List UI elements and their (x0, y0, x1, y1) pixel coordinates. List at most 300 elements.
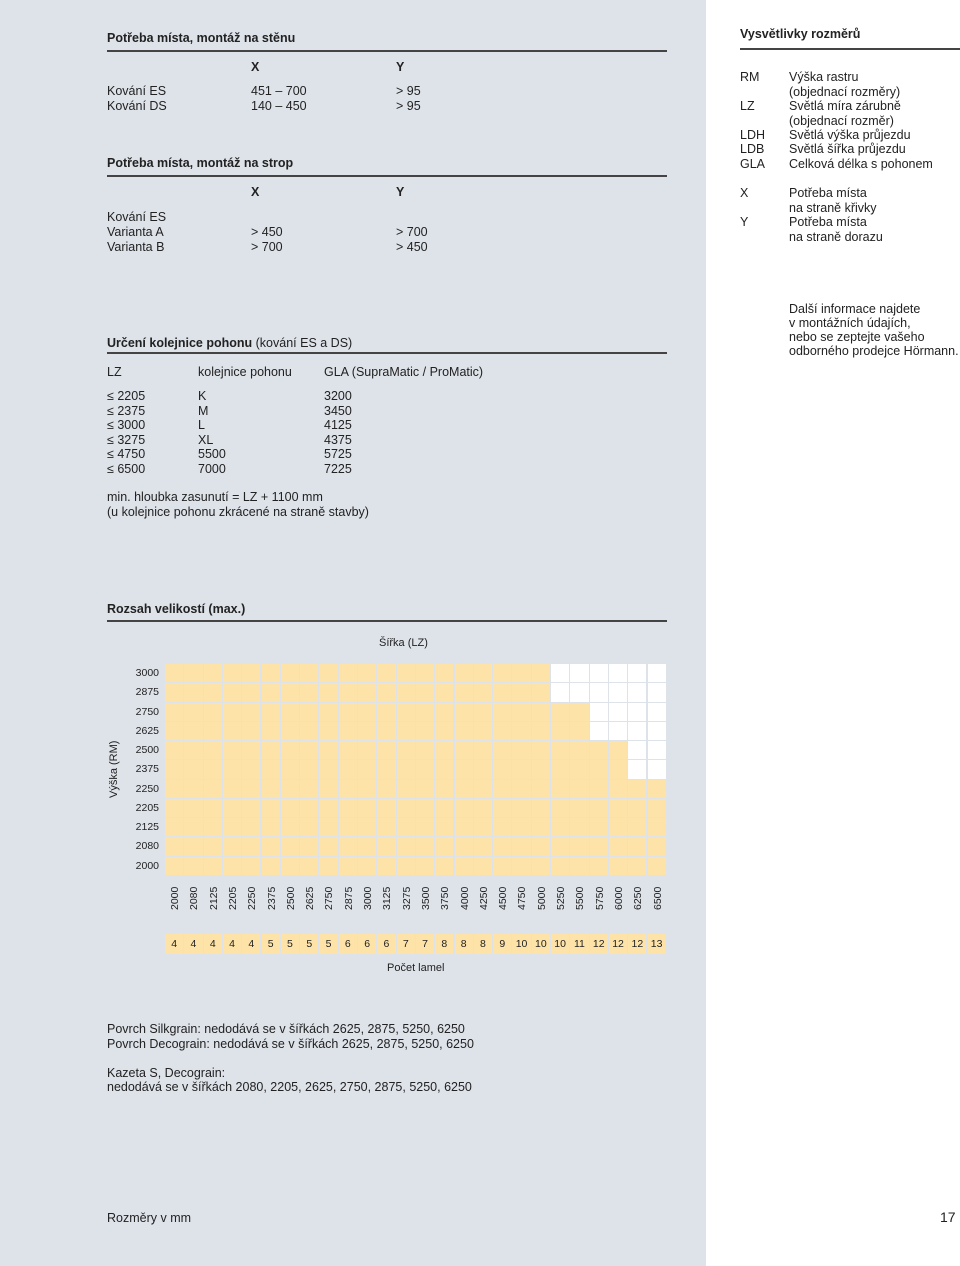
legend-desc: (objednací rozměr) (789, 113, 894, 128)
grid-cell (281, 780, 299, 798)
rail-header-rail: kolejnice pohonu (198, 365, 292, 379)
height-tick-label: 2205 (135, 801, 159, 814)
grid-cell (262, 780, 280, 798)
legend-desc: Výška rastru (789, 70, 859, 84)
grid-cell (551, 664, 569, 682)
grid-cell (628, 664, 646, 682)
info-line: odborného prodejce Hörmann. (789, 344, 959, 358)
lamel-count: 6 (377, 934, 395, 954)
grid-cell (223, 722, 241, 740)
grid-cell (435, 818, 453, 836)
grid-cell (416, 741, 434, 759)
range-rule (107, 620, 667, 622)
grid-cell (455, 741, 473, 759)
grid-cell (262, 818, 280, 836)
grid-cell (358, 741, 376, 759)
grid-cell (358, 760, 376, 778)
grid-cell (609, 664, 627, 682)
width-tick-label: 2625 (304, 886, 317, 910)
grid-cell (339, 760, 357, 778)
grid-cell (165, 683, 183, 701)
width-tick-label: 2500 (284, 886, 297, 910)
grid-cell (204, 760, 222, 778)
grid-cell (455, 760, 473, 778)
lamel-count: 4 (165, 934, 183, 954)
grid-cell (377, 664, 395, 682)
width-tick-label: 3125 (381, 886, 394, 910)
rail-cell: 7000 (198, 462, 226, 476)
grid-cell (493, 780, 511, 798)
grid-cell (455, 780, 473, 798)
grid-cell (532, 818, 550, 836)
grid-cell (339, 818, 357, 836)
legend-abbr: Y (740, 215, 749, 229)
grid-cell (609, 780, 627, 798)
grid-cell (628, 818, 646, 836)
grid-cell (165, 703, 183, 721)
grid-cell (455, 722, 473, 740)
grid-cell (204, 857, 222, 875)
grid-cell (262, 760, 280, 778)
grid-cell (435, 760, 453, 778)
height-tick-label: 2250 (135, 782, 159, 795)
lamel-count: 12 (590, 934, 608, 954)
rail-cell: ≤ 3275 (107, 432, 146, 447)
lamel-count: 8 (474, 934, 492, 954)
grid-cell (532, 722, 550, 740)
width-tick-label: 2375 (265, 886, 278, 910)
grid-cell (184, 760, 202, 778)
grid-cell (455, 799, 473, 817)
grid-cell (223, 818, 241, 836)
grid-cell (609, 760, 627, 778)
lamel-count: 4 (184, 934, 202, 954)
legend-desc: Světlá šířka průjezdu (789, 142, 906, 156)
grid-cell (204, 780, 222, 798)
legend-abbr: X (740, 186, 749, 200)
height-tick-label: 2500 (135, 744, 159, 756)
grid-cell (339, 703, 357, 721)
rail-cell: ≤ 2375 (107, 403, 146, 418)
width-tick-label: 6250 (632, 886, 645, 910)
grid-cell (628, 683, 646, 701)
grid-cell (570, 799, 588, 817)
lamel-count: 6 (339, 934, 357, 954)
grid-cell (648, 857, 666, 875)
legend-desc: Potřeba místa (789, 186, 867, 200)
grid-cell (551, 837, 569, 855)
grid-cell (570, 818, 588, 836)
rail-cell: ≤ 4750 (107, 447, 146, 462)
grid-cell (281, 837, 299, 855)
grid-cell (358, 799, 376, 817)
grid-cell (628, 857, 646, 875)
grid-cell (628, 780, 646, 798)
legend-desc: Celková délka s pohonem (789, 157, 933, 171)
grid-cell (551, 818, 569, 836)
grid-cell (242, 722, 260, 740)
grid-cell (319, 837, 337, 855)
height-tick-label: 3000 (135, 667, 159, 679)
grid-cell (570, 741, 588, 759)
grid-cell (300, 799, 318, 817)
grid-cell (262, 857, 280, 875)
grid-cell (319, 818, 337, 836)
legend-abbr: GLA (740, 157, 766, 171)
width-tick-label: 4500 (497, 886, 510, 910)
rail-note: min. hloubka zasunutí = LZ + 1100 mm (107, 490, 323, 504)
grid-cell (339, 837, 357, 855)
grid-cell (319, 799, 337, 817)
lamel-count: 13 (648, 934, 666, 954)
wall-col-y: Y (396, 60, 405, 74)
grid-cell (416, 760, 434, 778)
wall-row-y: > 95 (396, 99, 421, 113)
grid-cell (281, 818, 299, 836)
height-tick-label: 2625 (135, 724, 159, 737)
grid-cell (165, 722, 183, 740)
legend-title: Vysvětlivky rozměrů (740, 27, 861, 41)
grid-cell (242, 857, 260, 875)
grid-cell (474, 799, 492, 817)
wall-title: Potřeba místa, montáž na stěnu (107, 31, 296, 45)
grid-cell (512, 857, 530, 875)
grid-cell (358, 837, 376, 855)
grid-cell (358, 703, 376, 721)
grid-cell (281, 722, 299, 740)
rail-title-bold: Určení kolejnice pohonu (107, 336, 253, 350)
grid-cell (648, 722, 666, 740)
grid-cell (377, 741, 395, 759)
grid-cell (435, 722, 453, 740)
grid-cell (377, 780, 395, 798)
grid-cell (628, 741, 646, 759)
grid-cell (262, 703, 280, 721)
ceiling-group: Kování ES (107, 210, 167, 224)
lamel-count: 11 (570, 934, 588, 954)
grid-cell (377, 837, 395, 855)
grid-cell (551, 780, 569, 798)
grid-cell (300, 780, 318, 798)
grid-cell (493, 799, 511, 817)
grid-cell (300, 741, 318, 759)
grid-cell (512, 818, 530, 836)
grid-cell (165, 837, 183, 855)
ceiling-col-y: Y (396, 185, 405, 199)
lamel-count: 6 (358, 934, 376, 954)
lamel-count: 4 (223, 934, 241, 954)
grid-cell (262, 799, 280, 817)
grid-cell (474, 837, 492, 855)
ceiling-row-y: > 700 (396, 225, 428, 239)
grid-cell (223, 683, 241, 701)
grid-cell (300, 837, 318, 855)
rail-note: (u kolejnice pohonu zkrácené na straně stavby) (107, 505, 369, 519)
grid-cell (358, 683, 376, 701)
lamel-count: 8 (435, 934, 453, 954)
grid-cell (223, 799, 241, 817)
grid-cell (532, 703, 550, 721)
grid-cell (416, 703, 434, 721)
grid-cell (648, 799, 666, 817)
grid-cell (512, 722, 530, 740)
lamel-count: 5 (262, 934, 280, 954)
grid-cell (358, 664, 376, 682)
grid-cell (532, 857, 550, 875)
grid-cell (648, 664, 666, 682)
wall-row-y: > 95 (396, 84, 421, 98)
grid-cell (435, 741, 453, 759)
grid-cell (570, 857, 588, 875)
rail-header-gla: GLA (SupraMatic / ProMatic) (324, 365, 484, 379)
grid-cell (474, 683, 492, 701)
grid-cell (184, 722, 202, 740)
grid-cell (377, 683, 395, 701)
ceiling-row-x: > 450 (251, 225, 283, 239)
grid-cell (262, 683, 280, 701)
grid-cell (358, 818, 376, 836)
grid-cell (474, 722, 492, 740)
grid-cell (300, 703, 318, 721)
grid-cell (300, 818, 318, 836)
grid-cell (551, 703, 569, 721)
grid-cell (165, 741, 183, 759)
grid-cell (609, 837, 627, 855)
grid-cell (435, 837, 453, 855)
grid-cell (358, 722, 376, 740)
legend-desc: Světlá míra zárubně (789, 99, 901, 113)
grid-cell (204, 722, 222, 740)
grid-cell (648, 780, 666, 798)
grid-cell (551, 760, 569, 778)
grid-cell (551, 799, 569, 817)
grid-cell (590, 780, 608, 798)
grid-cell (416, 799, 434, 817)
grid-cell (397, 857, 415, 875)
grid-cell (609, 818, 627, 836)
grid-cell (281, 857, 299, 875)
grid-cell (416, 683, 434, 701)
grid-cell (242, 760, 260, 778)
grid-cell (319, 664, 337, 682)
grid-cell (609, 722, 627, 740)
legend-desc: na straně křivky (789, 200, 877, 215)
grid-cell (184, 683, 202, 701)
legend-abbr: RM (740, 70, 760, 84)
grid-cell (397, 683, 415, 701)
grid-cell (377, 760, 395, 778)
grid-cell (339, 780, 357, 798)
grid-cell (628, 799, 646, 817)
lamel-count: 4 (204, 934, 222, 954)
grid-cell (435, 703, 453, 721)
grid-cell (455, 664, 473, 682)
grid-cell (590, 741, 608, 759)
grid-cell (339, 683, 357, 701)
grid-cell (474, 741, 492, 759)
height-tick-label: 2080 (135, 840, 159, 853)
grid-cell (184, 703, 202, 721)
grid-cell (319, 760, 337, 778)
lamel-count: 10 (551, 934, 569, 954)
grid-cell (223, 703, 241, 721)
info-line: Další informace najdete (789, 302, 921, 316)
lamel-count: 12 (628, 934, 646, 954)
grid-cell (590, 683, 608, 701)
grid-cell (281, 683, 299, 701)
wall-row-x: 140 – 450 (251, 99, 307, 113)
grid-cell (628, 722, 646, 740)
rail-cell: ≤ 2205 (107, 389, 146, 403)
grid-cell (512, 780, 530, 798)
rail-rule (107, 352, 667, 354)
footer-units: Rozměry v mm (107, 1211, 192, 1225)
grid-cell (590, 703, 608, 721)
grid-cell (512, 664, 530, 682)
grid-cell (532, 741, 550, 759)
grid-cell (397, 818, 415, 836)
grid-cell (165, 857, 183, 875)
grid-cell (397, 837, 415, 855)
grid-cell (416, 664, 434, 682)
grid-cell (300, 683, 318, 701)
grid-cell (435, 857, 453, 875)
grid-cell (377, 857, 395, 875)
grid-cell (165, 799, 183, 817)
grid-cell (184, 857, 202, 875)
width-tick-label: 2000 (169, 886, 181, 910)
range-x-title: Šířka (LZ) (379, 637, 428, 649)
grid-cell (397, 780, 415, 798)
grid-cell (184, 837, 202, 855)
grid-cell (281, 664, 299, 682)
rail-title-rest: (kování ES a DS) (252, 336, 353, 350)
grid-cell (435, 780, 453, 798)
grid-cell (570, 837, 588, 855)
grid-cell (184, 818, 202, 836)
width-tick-label: 4250 (477, 886, 490, 910)
grid-cell (512, 799, 530, 817)
grid-cell (281, 760, 299, 778)
grid-cell (648, 683, 666, 701)
grid-cell (358, 857, 376, 875)
grid-cell (416, 857, 434, 875)
grid-cell (455, 703, 473, 721)
note-line: Kazeta S, Decograin: (107, 1066, 226, 1080)
wall-row-x: 451 – 700 (251, 84, 307, 98)
info-line: nebo se zeptejte vašeho (789, 330, 925, 344)
grid-cell (570, 760, 588, 778)
range-title: Rozsah velikostí (max.) (107, 602, 246, 616)
grid-cell (223, 741, 241, 759)
width-tick-label: 5250 (555, 886, 567, 910)
grid-cell (590, 664, 608, 682)
grid-cell (223, 760, 241, 778)
grid-cell (223, 857, 241, 875)
grid-cell (493, 664, 511, 682)
grid-cell (262, 741, 280, 759)
legend-desc: Potřeba místa (789, 215, 867, 229)
grid-cell (570, 780, 588, 798)
grid-cell (300, 760, 318, 778)
rail-cell: 3450 (324, 403, 352, 418)
grid-cell (435, 799, 453, 817)
grid-cell (165, 818, 183, 836)
width-tick-label: 2875 (342, 886, 355, 910)
grid-cell (242, 780, 260, 798)
grid-cell (512, 760, 530, 778)
width-tick-label: 5000 (535, 886, 548, 910)
grid-cell (474, 780, 492, 798)
lamel-count: 4 (242, 934, 260, 954)
grid-cell (455, 837, 473, 855)
grid-cell (242, 664, 260, 682)
grid-cell (512, 703, 530, 721)
grid-cell (165, 664, 183, 682)
width-tick-label: 4000 (458, 886, 471, 910)
width-tick-label: 6000 (612, 886, 625, 910)
lamel-count: 5 (281, 934, 299, 954)
grid-cell (590, 760, 608, 778)
grid-cell (204, 741, 222, 759)
rail-header-lz: LZ (107, 365, 122, 379)
grid-cell (319, 722, 337, 740)
legend-abbr: LZ (740, 99, 755, 113)
grid-cell (474, 664, 492, 682)
grid-cell (204, 664, 222, 682)
width-tick-label: 5750 (593, 886, 606, 910)
grid-cell (204, 818, 222, 836)
grid-cell (416, 837, 434, 855)
grid-cell (262, 722, 280, 740)
grid-cell (300, 857, 318, 875)
grid-cell (512, 837, 530, 855)
range-y-title: Výška (RM) (108, 740, 120, 798)
grid-cell (532, 760, 550, 778)
grid-cell (590, 722, 608, 740)
legend-abbr: LDH (740, 128, 766, 142)
grid-cell (204, 837, 222, 855)
note-line: Povrch Decograin: nedodává se v šířkách 2625, 2875, 5250, 6250 (107, 1037, 474, 1051)
lamel-count: 7 (416, 934, 434, 954)
rail-cell: 5500 (198, 447, 226, 462)
ceiling-rule (107, 175, 667, 177)
grid-cell (551, 857, 569, 875)
rail-cell: 3200 (324, 389, 352, 403)
grid-cell (242, 837, 260, 855)
wall-col-x: X (251, 60, 260, 74)
grid-cell (397, 664, 415, 682)
lamel-count: 12 (609, 934, 627, 954)
grid-cell (165, 760, 183, 778)
grid-cell (184, 780, 202, 798)
height-tick-label: 2125 (135, 821, 159, 833)
grid-cell (551, 741, 569, 759)
grid-cell (377, 799, 395, 817)
wall-row-label: Kování DS (107, 99, 167, 113)
grid-cell (358, 780, 376, 798)
width-tick-label: 2205 (226, 886, 239, 910)
width-tick-label: 6500 (651, 886, 664, 910)
rail-cell: XL (198, 432, 214, 447)
rail-cell: K (198, 389, 207, 403)
grid-cell (512, 683, 530, 701)
grid-cell (551, 722, 569, 740)
grid-cell (184, 664, 202, 682)
lamel-count: 10 (532, 934, 550, 954)
width-tick-label: 5500 (574, 886, 587, 910)
grid-cell (590, 837, 608, 855)
